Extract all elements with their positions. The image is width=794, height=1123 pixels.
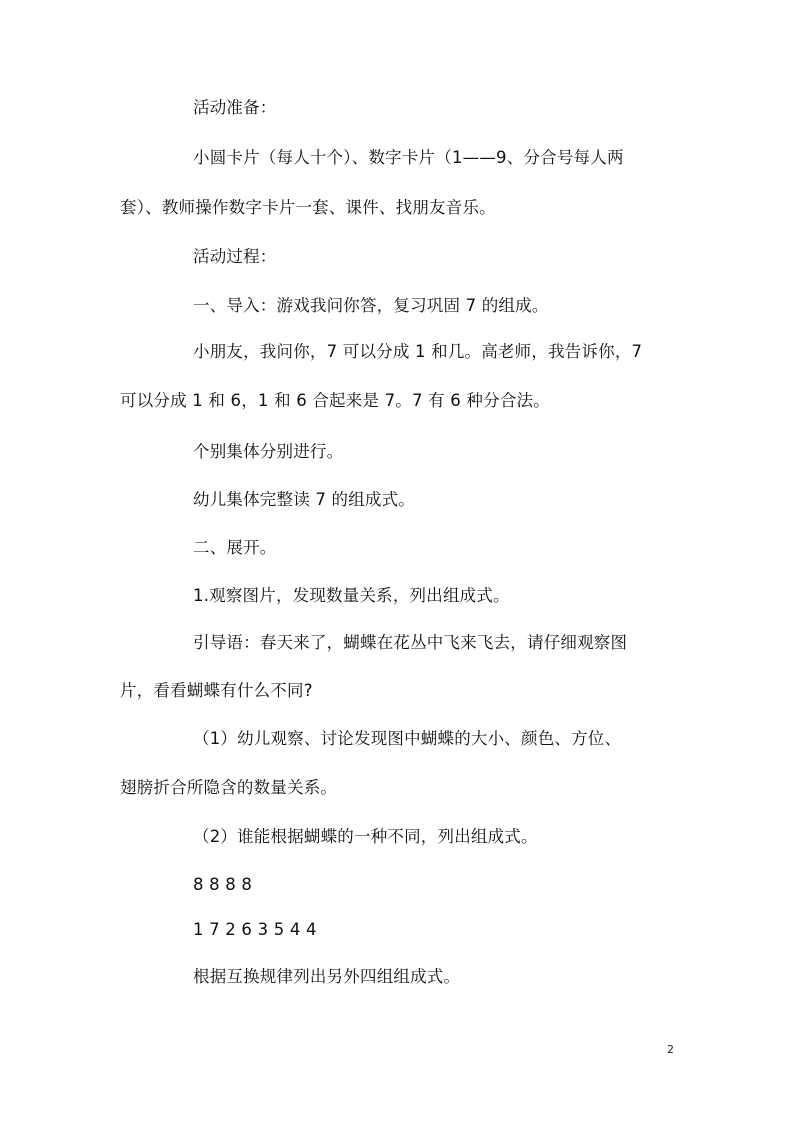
page-number: 2 xyxy=(667,1043,674,1056)
paragraph-line: 幼儿集体完整读 7 的组成式。 xyxy=(193,490,415,509)
paragraph-line: 引导语：春天来了，蝴蝶在花丛中飞来飞去，请仔细观察图 xyxy=(193,633,628,652)
paragraph-line: 小圆卡片（每人十个）、数字卡片（1——9、分合号每人两 xyxy=(193,148,624,167)
paragraph-line: 翅膀折合所隐含的数量关系。 xyxy=(120,778,338,797)
section-heading-expand: 二、展开。 xyxy=(193,538,277,557)
number-row: 8 8 8 8 xyxy=(193,875,253,894)
paragraph-line: （1）幼儿观察、讨论发现图中蝴蝶的大小、颜色、方位、 xyxy=(193,729,622,748)
heading-activity-preparation: 活动准备： xyxy=(193,98,277,117)
paragraph-line: 套）、教师操作数字卡片一套、课件、找朋友音乐。 xyxy=(120,198,496,217)
paragraph-line: 可以分成 1 和 6，1 和 6 合起来是 7。7 有 6 种分合法。 xyxy=(120,391,550,410)
paragraph-line: 个别集体分别进行。 xyxy=(193,442,344,461)
heading-activity-process: 活动过程： xyxy=(193,247,277,266)
number-row: 1 7 2 6 3 5 4 4 xyxy=(193,920,317,939)
paragraph-line: 片，看看蝴蝶有什么不同? xyxy=(120,681,313,700)
step-heading: 1.观察图片，发现数量关系，列出组成式。 xyxy=(193,586,510,605)
paragraph-line: （2）谁能根据蝴蝶的一种不同，列出组成式。 xyxy=(193,827,538,846)
paragraph-line: 根据互换规律列出另外四组组成式。 xyxy=(193,967,461,986)
paragraph-line: 小朋友，我问你，7 可以分成 1 和几。高老师，我告诉你，7 xyxy=(193,342,643,361)
section-heading-intro: 一、导入：游戏我问你答，复习巩固 7 的组成。 xyxy=(193,296,549,315)
